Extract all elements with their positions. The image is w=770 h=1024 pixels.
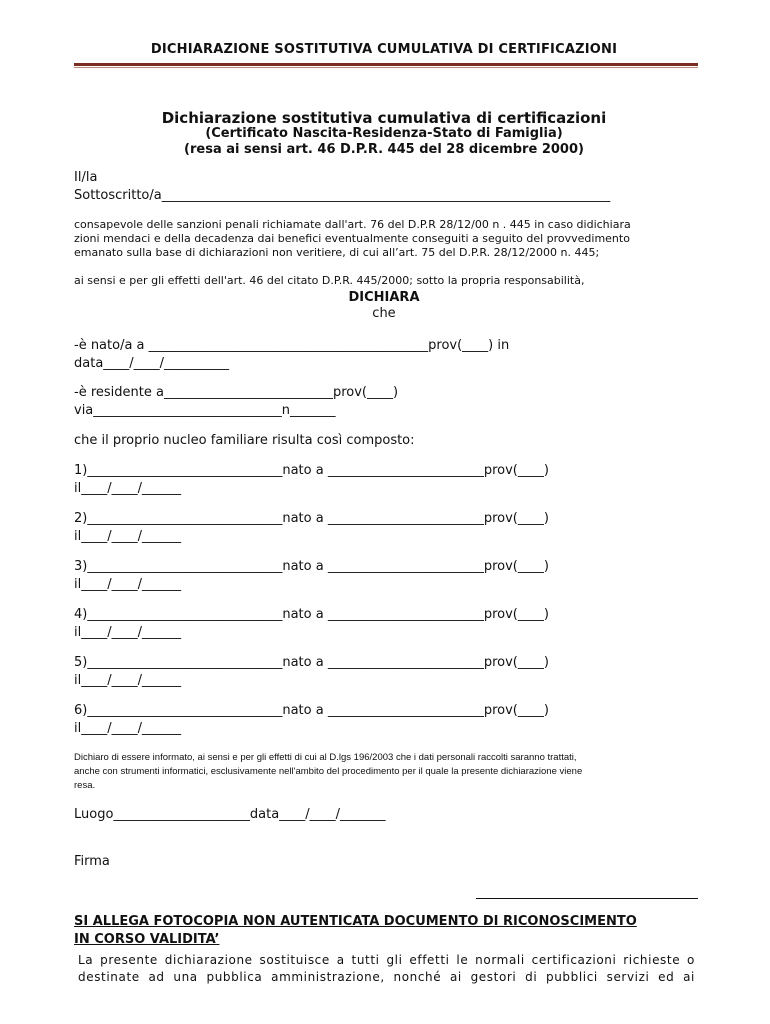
residente-field[interactable]: -è residente a__________________________prov(____) [74, 385, 399, 400]
il-la-label: Il/la [74, 170, 98, 185]
member-4-field[interactable]: 4)______________________________nato a ________________________prov(____) [74, 607, 549, 622]
dichiara-heading: DICHIARA [348, 290, 420, 305]
privacy-line-3: resa. [74, 780, 96, 791]
member-6-date-field[interactable]: il____/____/______ [74, 721, 181, 736]
consapevole-line-2: zioni mendaci e della decadenza dai benefici eventualmente conseguiti a seguito del provvedimento [74, 232, 630, 245]
member-2-date-field[interactable]: il____/____/______ [74, 529, 181, 544]
allega-notice-line-2: IN CORSO VALIDITA’ [74, 932, 220, 947]
document-title: Dichiarazione sostitutiva cumulativa di certificazioni [161, 109, 607, 127]
nucleo-familiare-text: che il proprio nucleo familiare risulta così composto: [74, 433, 415, 448]
final-paragraph-line-1: La presente dichiarazione sostituisce a tutti gli effetti le normali certificazioni richieste o [78, 953, 695, 967]
firma-label: Firma [74, 854, 110, 869]
header-divider-thin [74, 67, 698, 68]
document-subtitle: (Certificato Nascita-Residenza-Stato di Famiglia) [205, 126, 563, 141]
consapevole-line-1: consapevole delle sanzioni penali richiamate dall'art. 76 del D.P.R 28/12/00 n . 445 in caso didichiara [74, 218, 631, 231]
member-3-date-field[interactable]: il____/____/______ [74, 577, 181, 592]
privacy-line-2: anche con strumenti informatici, esclusivamente nell'ambito del procedimento per il quale la presente dichiarazione viene [74, 766, 583, 777]
luogo-data-field[interactable]: Luogo_____________________data____/____/_______ [74, 807, 386, 822]
signature-line[interactable] [476, 898, 698, 899]
member-1-date-field[interactable]: il____/____/______ [74, 481, 181, 496]
member-4-date-field[interactable]: il____/____/______ [74, 625, 181, 640]
member-5-date-field[interactable]: il____/____/______ [74, 673, 181, 688]
member-1-field[interactable]: 1)______________________________nato a ________________________prov(____) [74, 463, 549, 478]
member-5-field[interactable]: 5)______________________________nato a ________________________prov(____) [74, 655, 549, 670]
consapevole-line-3: emanato sulla base di dichiarazioni non veritiere, di cui all’art. 75 del D.P.R. 28/12/2000 n. 445; [74, 246, 600, 259]
final-paragraph-line-2: destinate ad una pubblica amministrazione, nonché ai gestori di pubblici servizi ed ai [78, 970, 695, 984]
che-label: che [372, 306, 396, 321]
ai-sensi-text: ai sensi e per gli effetti dell'art. 46 del citato D.P.R. 445/2000; sotto la propria responsabilità, [74, 274, 585, 287]
privacy-line-1: Dichiaro di essere informato, ai sensi e per gli effetti di cui al D.lgs 196/2003 che i dati personali raccolti saranno trattati, [74, 752, 577, 763]
page-header-title: DICHIARAZIONE SOSTITUTIVA CUMULATIVA DI CERTIFICAZIONI [150, 42, 618, 57]
via-field[interactable]: via_____________________________n_______ [74, 403, 336, 418]
member-2-field[interactable]: 2)______________________________nato a ________________________prov(____) [74, 511, 549, 526]
nato-date-field[interactable]: data____/____/__________ [74, 356, 230, 371]
allega-notice-line-1: SI ALLEGA FOTOCOPIA NON AUTENTICATA DOCUMENTO DI RICONOSCIMENTO [74, 914, 637, 929]
sottoscritto-field[interactable]: Sottoscritto/a_____________________________________________________________________ [74, 188, 611, 203]
member-3-field[interactable]: 3)______________________________nato a ________________________prov(____) [74, 559, 549, 574]
header-divider [74, 63, 698, 66]
nato-field[interactable]: -è nato/a a ___________________________________________prov(____) in [74, 338, 510, 353]
document-legal-reference: (resa ai sensi art. 46 D.P.R. 445 del 28 dicembre 2000) [184, 142, 584, 157]
member-6-field[interactable]: 6)______________________________nato a ________________________prov(____) [74, 703, 549, 718]
